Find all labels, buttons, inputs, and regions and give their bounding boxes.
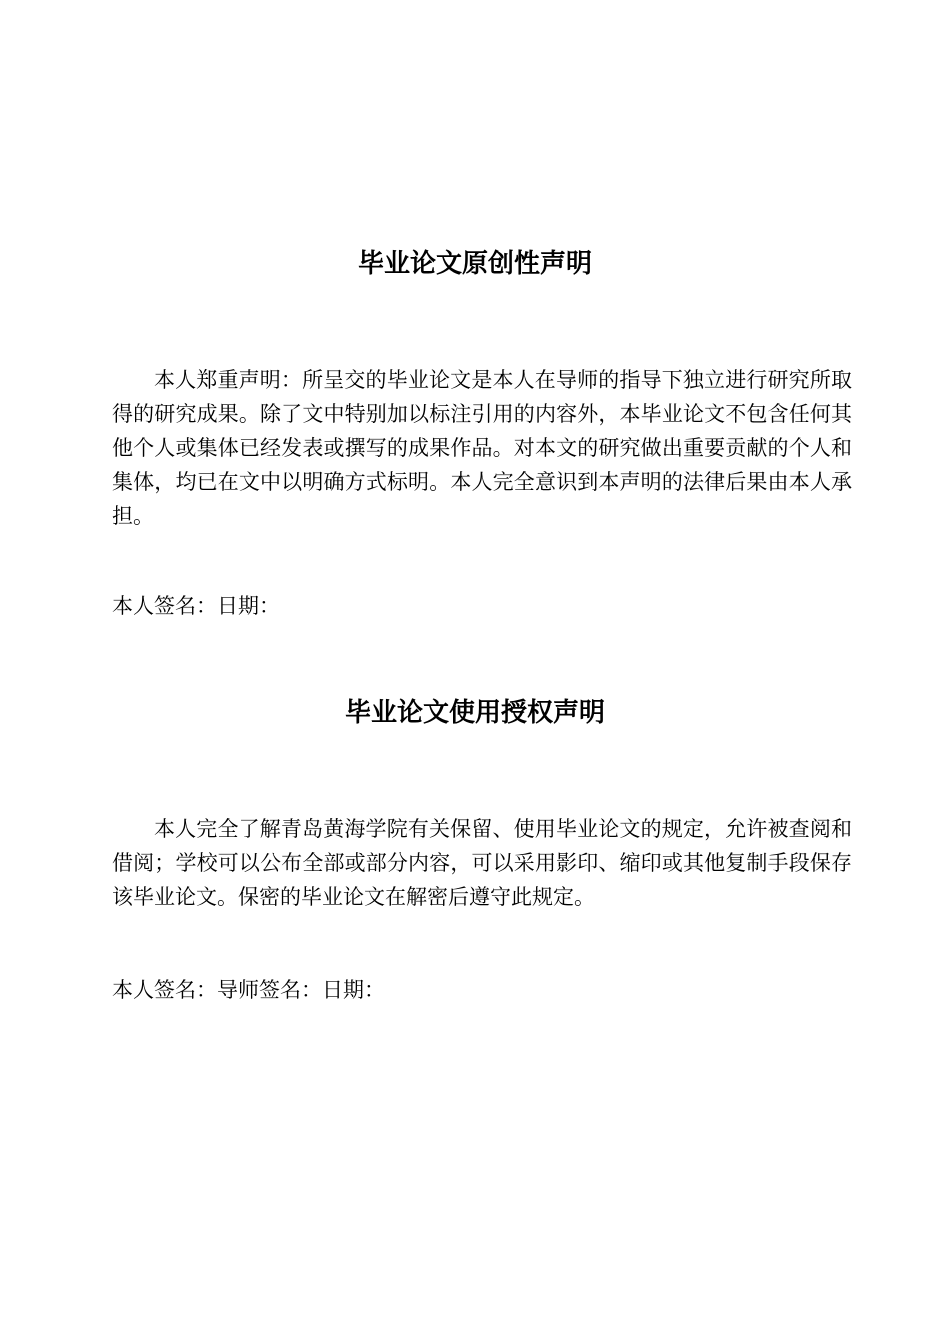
originality-declaration-body: 本人郑重声明：所呈交的毕业论文是本人在导师的指导下独立进行研究所取得的研究成果。除了文中特别加以标注引用的内容外，本毕业论文不包含任何其他个人或集体已经发表或撰写的成果作品。对本文的研究做出重要贡献的个人和集体，均已在文中以明确方式标明。本人完全意识到本声明的法律后果由本人承担。 [112,368,852,528]
authorization-declaration-body: 本人完全了解青岛黄海学院有关保留、使用毕业论文的规定，允许被查阅和借阅；学校可以公布全部或部分内容，可以采用影印、缩印或其他复制手段保存该毕业论文。保密的毕业论文在解密后遵守此规定。 [112,817,852,909]
authorization-declaration-title: 毕业论文使用授权声明 [344,698,605,728]
authorization-signature-line: 本人签名：导师签名：日期： [112,978,385,1002]
originality-declaration-title: 毕业论文原创性声明 [357,249,592,279]
originality-signature-line: 本人签名：日期： [112,594,280,618]
